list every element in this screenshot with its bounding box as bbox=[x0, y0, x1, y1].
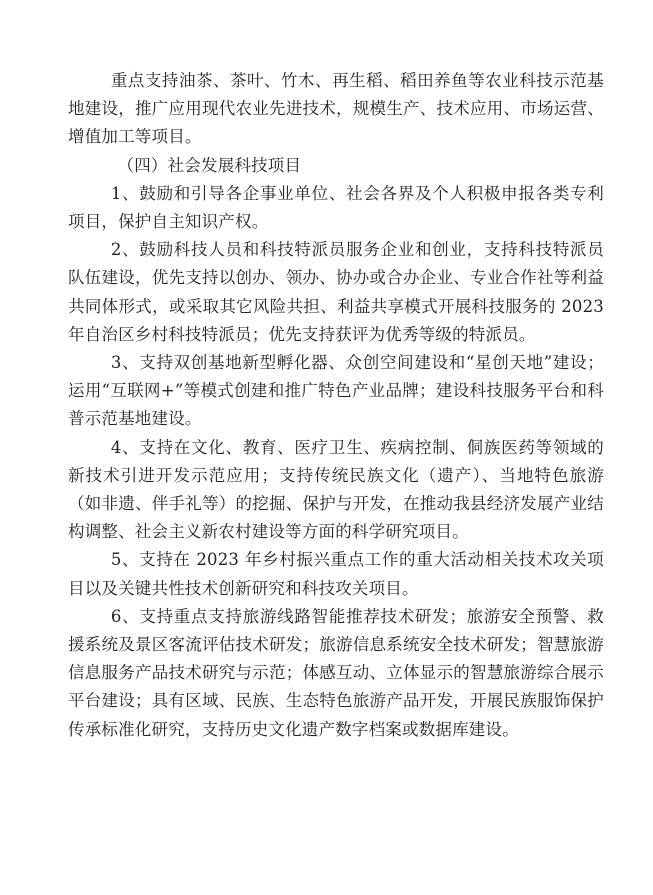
paragraph-item-6-smart-tourism: 6、支持重点支持旅游线路智能推荐技术研发；旅游安全预警、救援系统及景区客流评估技术研发；旅游信息系统安全技术研发；智慧旅游信息服务产品技术研究与示范；体感互动、立体显示的智慧旅游综合展示平台建设；具有区域、民族、生态特色旅游产品开发，开展民族服饰保护传承标准化研究，支持历史文化遗产数字档案或数据库建设。 bbox=[68, 606, 604, 739]
paragraph-item-4-culture-health: 4、支持在文化、教育、医疗卫生、疾病控制、侗族医药等领域的新技术引进开发示范应用；支持传统民族文化（遗产）、当地特色旅游（如非遗、伴手礼等）的挖掘、保护与开发，在推动我县经济发展产业结构调整、社会主义新农村建设等方面的科学研究项目。 bbox=[68, 437, 604, 542]
section-heading-social-development: （四）社会发展科技项目 bbox=[117, 155, 302, 175]
paragraph-item-5-rural-revitalization: 5、支持在 2023 年乡村振兴重点工作的重大活动相关技术攻关项目以及关键共性技术创新研究和科技攻关项目。 bbox=[68, 550, 604, 598]
document-body bbox=[68, 67, 604, 744]
paragraph-item-3-incubators: 3、支持双创基地新型孵化器、众创空间建设和“星创天地”建设；运用“互联网+”等模式创建和推广特色产业品牌；建设科技服务平台和科普示范基地建设。 bbox=[68, 353, 604, 429]
paragraph-agri-demo-bases: 重点支持油茶、茶叶、竹木、再生稻、稻田养鱼等农业科技示范基地建设，推广应用现代农业先进技术，规模生产、技术应用、市场运营、增值加工等项目。 bbox=[68, 71, 604, 147]
paragraph-item-2-tech-commissioners: 2、鼓励科技人员和科技特派员服务企业和创业，支持科技特派员队伍建设，优先支持以创办、领办、协办或合办企业、专业合作社等利益共同体形式，或采取其它风险共担、利益共享模式开展科技服务的 2023 年自治区乡村科技特派员；优先支持获评为优秀等级的特派员。 bbox=[68, 240, 604, 344]
paragraph-item-1-patents: 1、鼓励和引导各企事业单位、社会各界及个人积极申报各类专利项目，保护自主知识产权。 bbox=[68, 183, 604, 232]
